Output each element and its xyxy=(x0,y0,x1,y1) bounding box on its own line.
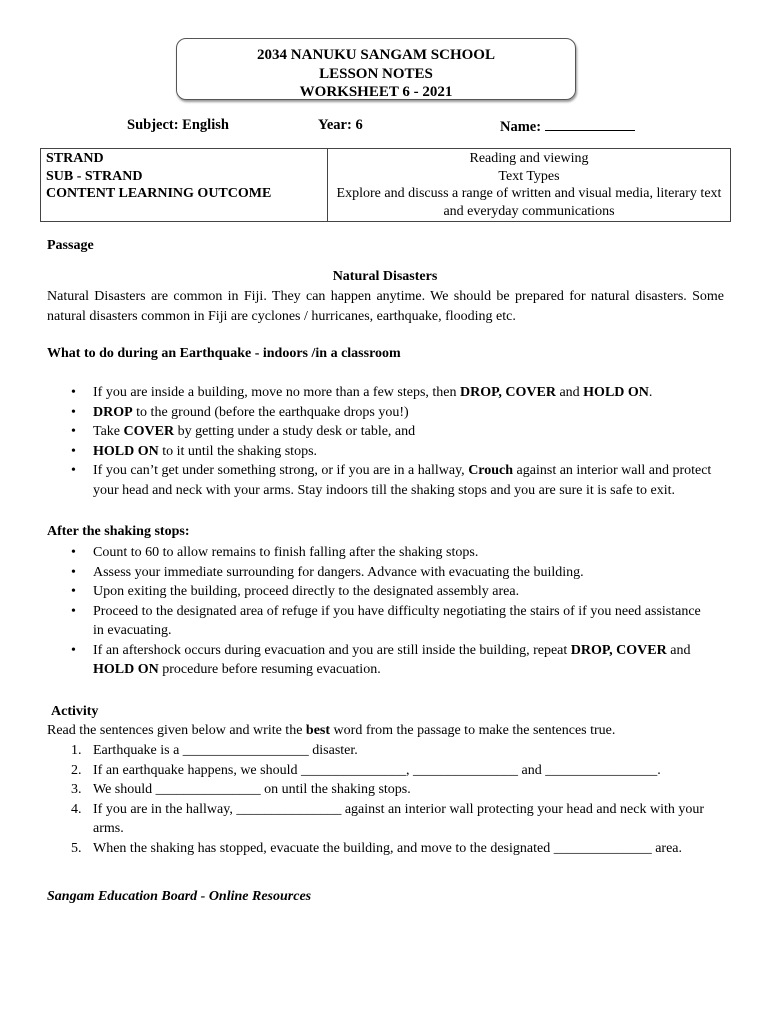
notes-title: LESSON NOTES xyxy=(319,65,433,82)
during-heading: What to do during an Earthquake - indoors /in a classroom xyxy=(47,346,401,361)
list-item[interactable] xyxy=(47,780,737,800)
bullet-icon: • xyxy=(71,545,76,560)
passage-intro: Natural Disasters are common in Fiji. They can happen anytime. We should be prepared for natural disasters. Some natural disasters common in Fiji are cyclones / hurricanes, earthquake, flooding etc. xyxy=(47,289,724,324)
item-number: 2. xyxy=(71,762,82,778)
item-text: If an earthquake happens, we should _______________, _______________ and ________________. xyxy=(93,762,661,778)
item-number: 1. xyxy=(71,743,82,758)
item-text: When the shaking has stopped, evacuate the building, and move to the designated ______________ area. xyxy=(93,840,683,856)
bullet-icon: • xyxy=(71,385,76,400)
sub-strand-label: SUB - STRAND xyxy=(46,168,143,184)
list-item: • DROP to the ground (before the earthquake drops you!) xyxy=(47,403,737,423)
name-field[interactable] xyxy=(500,116,635,138)
item-number: 5. xyxy=(71,840,82,856)
bullet-icon: • xyxy=(71,463,76,478)
name-blank[interactable] xyxy=(545,116,635,131)
list-item: • HOLD ON to it until the shaking stops. xyxy=(47,442,737,462)
after-heading: After the shaking stops: xyxy=(47,524,190,539)
content-learning-outcome-label: CONTENT LEARNING OUTCOME xyxy=(46,186,272,201)
strand-value: Reading and viewing xyxy=(469,151,589,166)
passage-title: Natural Disasters xyxy=(332,269,438,284)
item-text: Earthquake is a __________________ disaster. xyxy=(93,743,358,758)
list-item: • Proceed to the designated area of refuge if you have difficulty negotiating the stairs of if you need assistance in evacuating. xyxy=(71,603,701,638)
list-item: • If an aftershock occurs during evacuation and you are still inside the building, repeat DROP, COVER and HOLD ON procedure before resuming evacuation. xyxy=(71,642,691,677)
bullet-icon: • xyxy=(71,424,76,439)
list-item: • Take COVER by getting under a study desk or table, and xyxy=(47,422,737,442)
list-item[interactable] xyxy=(47,839,719,859)
strand-label: STRAND xyxy=(46,151,104,166)
worksheet-header xyxy=(176,38,576,100)
bullet-icon: • xyxy=(71,443,76,459)
list-item: • Assess your immediate surrounding for dangers. Advance with evacuating the building. xyxy=(47,563,737,583)
list-item[interactable] xyxy=(47,741,737,761)
sub-strand-value: Text Types xyxy=(498,168,560,184)
item-text: We should _______________ on until the shaking stops. xyxy=(93,782,411,797)
bullet-icon: • xyxy=(71,642,76,658)
during-list xyxy=(47,383,737,500)
subject-label: Subject: English xyxy=(127,117,229,133)
school-name: 2034 NANUKU SANGAM SCHOOL xyxy=(257,47,495,63)
activity-heading: Activity xyxy=(51,704,99,719)
footer-credit: Sangam Education Board - Online Resources xyxy=(47,889,312,904)
worksheet-title: WORKSHEET 6 - 2021 xyxy=(299,84,453,100)
content-learning-outcome-value: Explore and discuss a range of written and visual media, literary text and everyday communications xyxy=(336,186,722,219)
item-text: If you are in the hallway, _______________ against an interior wall protecting your head and neck with your arms. xyxy=(93,801,705,836)
list-item: • Count to 60 to allow remains to finish falling after the shaking stops. xyxy=(47,543,737,563)
name-label: Name: xyxy=(500,119,542,135)
list-item[interactable] xyxy=(47,800,709,839)
list-item: • If you are inside a building, move no more than a few steps, then DROP, COVER and HOLD ON. xyxy=(47,383,737,403)
bullet-icon: • xyxy=(71,584,76,599)
item-number: 4. xyxy=(71,801,82,817)
list-item[interactable] xyxy=(47,761,737,781)
list-item: • If you can’t get under something strong, or if you are in a hallway, Crouch against an interior wall and protect your head and neck with your arms. Stay indoors till the shaking stops and you are sure it is safe to exit. xyxy=(71,463,712,498)
list-item: • Upon exiting the building, proceed directly to the designated assembly area. xyxy=(47,582,737,602)
strand-table xyxy=(40,148,731,222)
strand-labels xyxy=(41,149,328,222)
after-list xyxy=(47,543,737,680)
activity-list xyxy=(47,741,737,858)
bullet-icon: • xyxy=(71,603,76,619)
bullet-icon: • xyxy=(71,404,76,420)
activity-intro: Read the sentences given below and write the best word from the passage to make the sentences true. xyxy=(47,723,616,738)
year-label: Year: 6 xyxy=(318,117,363,133)
bullet-icon: • xyxy=(71,564,76,580)
passage-label: Passage xyxy=(47,238,94,253)
strand-values xyxy=(328,149,731,222)
item-number: 3. xyxy=(71,782,82,797)
